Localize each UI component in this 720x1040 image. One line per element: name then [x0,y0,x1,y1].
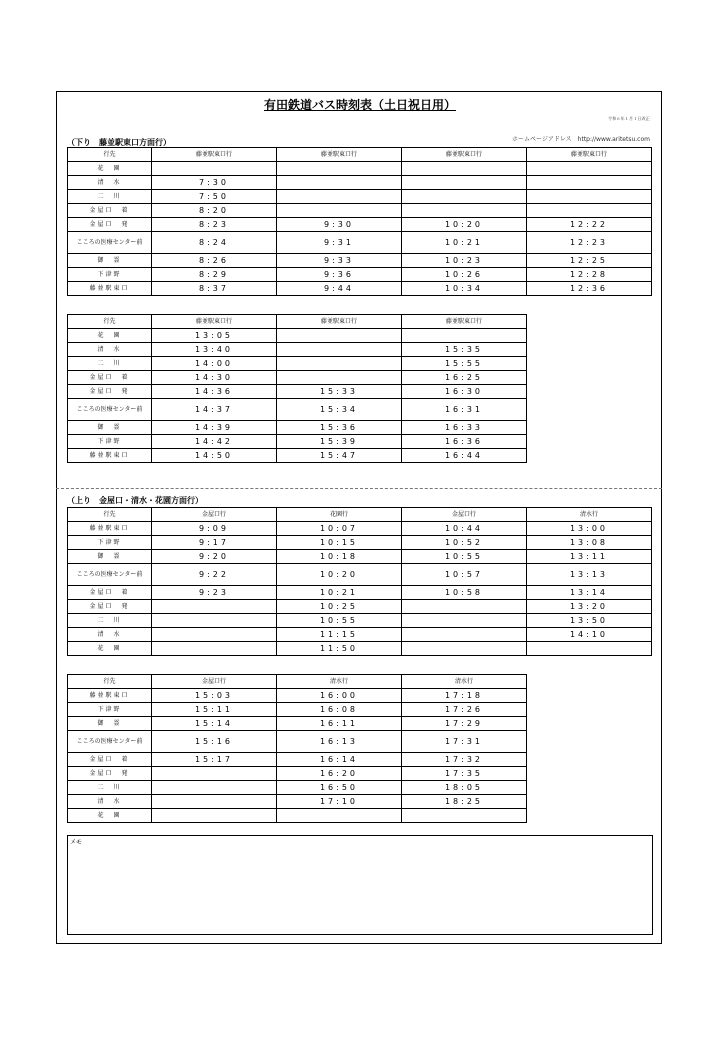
stop-name: 花 園 [68,329,152,343]
time-cell [527,176,652,190]
time-cell: 10:58 [402,586,527,600]
table-row [68,781,527,795]
stop-name: 二 川 [68,190,152,204]
time-cell: 9:22 [152,564,277,586]
stop-name: 金屋口 発 [68,600,152,614]
table-row [68,190,652,204]
time-cell: 10:07 [277,522,402,536]
time-cell: 14:30 [152,371,277,385]
timetable-down-2 [67,314,527,463]
header-cell: 金屋口行 [152,508,277,522]
homepage-address [512,134,650,143]
time-cell [402,176,527,190]
time-cell: 14:39 [152,421,277,435]
stop-name: 花 園 [68,162,152,176]
time-cell [402,162,527,176]
time-cell: 10:20 [402,218,527,232]
time-cell: 14:37 [152,399,277,421]
time-cell [402,614,527,628]
time-cell [277,343,402,357]
time-cell: 12:22 [527,218,652,232]
header-cell: 藤並駅東口行 [402,148,527,162]
time-cell [527,162,652,176]
table-row [68,703,527,717]
table-row [68,357,527,371]
time-cell: 13:13 [527,564,652,586]
time-cell: 10:55 [277,614,402,628]
section-label-up: （上り 金屋口・清水・花園方面行） [67,496,203,505]
time-cell: 16:00 [277,689,402,703]
stop-name: 金屋口 着 [68,586,152,600]
time-cell: 15:17 [152,753,277,767]
time-cell: 9:44 [277,282,402,296]
header-destination: 行先 [68,508,152,522]
time-cell: 9:17 [152,536,277,550]
time-cell: 16:31 [402,399,527,421]
time-cell [402,190,527,204]
header-cell: 清水行 [402,675,527,689]
time-cell: 10:44 [402,522,527,536]
time-cell [152,628,277,642]
header-cell: 藤並駅東口行 [277,315,402,329]
table-row [68,600,652,614]
time-cell [277,190,402,204]
header-destination: 行先 [68,675,152,689]
table-row [68,268,652,282]
time-cell: 14:10 [527,628,652,642]
time-cell: 11:15 [277,628,402,642]
time-cell [402,642,527,656]
time-cell [527,190,652,204]
time-cell: 16:08 [277,703,402,717]
time-cell [527,642,652,656]
time-cell [152,642,277,656]
table-row [68,329,527,343]
table-row [68,795,527,809]
stop-name: 藤並駅東口 [68,282,152,296]
time-cell: 16:11 [277,717,402,731]
header-cell: 藤並駅東口行 [402,315,527,329]
header-cell: 清水行 [527,508,652,522]
time-cell: 17:31 [402,731,527,753]
header-cell: 藤並駅東口行 [152,315,277,329]
time-cell: 17:29 [402,717,527,731]
time-cell: 10:21 [402,232,527,254]
time-cell: 8:29 [152,268,277,282]
table-row [68,385,527,399]
time-cell [277,162,402,176]
header-row [68,315,527,329]
time-cell: 10:25 [277,600,402,614]
time-cell: 16:33 [402,421,527,435]
table-row [68,282,652,296]
stop-name: 御 霊 [68,550,152,564]
table-row [68,204,652,218]
revision-date: 令和６年１月１日改正 [608,116,650,121]
stop-name: こころの医療センター前 [68,731,152,753]
time-cell: 9:36 [277,268,402,282]
stop-name: 金屋口 着 [68,204,152,218]
table-row [68,435,527,449]
table-row [68,449,527,463]
header-row [68,675,527,689]
stop-name: 金屋口 着 [68,371,152,385]
time-cell: 16:20 [277,767,402,781]
time-cell [277,176,402,190]
section-label-down: （下り 藤並駅東口方面行） [67,138,171,147]
time-cell: 8:23 [152,218,277,232]
time-cell: 16:13 [277,731,402,753]
stop-name: 金屋口 発 [68,385,152,399]
time-cell [277,204,402,218]
stop-name: 清 水 [68,343,152,357]
table-row [68,731,527,753]
time-cell [152,781,277,795]
time-cell: 17:10 [277,795,402,809]
timetable-down-1 [67,147,652,296]
time-cell: 16:36 [402,435,527,449]
time-cell: 13:40 [152,343,277,357]
stop-name: 清 水 [68,628,152,642]
table-row [68,717,527,731]
time-cell: 12:23 [527,232,652,254]
table-row [68,399,527,421]
time-cell: 13:00 [527,522,652,536]
stop-name: 金屋口 着 [68,753,152,767]
time-cell: 13:08 [527,536,652,550]
timetable-up-1 [67,507,652,656]
time-cell [277,809,402,823]
time-cell [402,329,527,343]
memo-label: メモ [70,839,83,846]
time-cell: 12:36 [527,282,652,296]
homepage-link[interactable]: http://www.aritetsu.com [577,136,650,143]
timetable-up-2 [67,674,527,823]
time-cell: 10:20 [277,564,402,586]
stop-name: 御 霊 [68,254,152,268]
table-row [68,689,527,703]
header-cell: 花園行 [277,508,402,522]
time-cell: 13:14 [527,586,652,600]
time-cell: 10:34 [402,282,527,296]
time-cell: 7:50 [152,190,277,204]
time-cell [527,204,652,218]
time-cell: 15:36 [277,421,402,435]
time-cell: 9:33 [277,254,402,268]
page-title: 有田鉄道バス時刻表（土日祝日用） [263,98,456,112]
stop-name: 花 園 [68,809,152,823]
time-cell: 13:20 [527,600,652,614]
table-row [68,536,652,550]
stop-name: 藤並駅東口 [68,449,152,463]
stop-name: 清 水 [68,795,152,809]
stop-name: 藤並駅東口 [68,522,152,536]
time-cell: 16:50 [277,781,402,795]
time-cell: 15:33 [277,385,402,399]
stop-name: 二 川 [68,781,152,795]
time-cell: 9:20 [152,550,277,564]
stop-name: 金屋口 発 [68,767,152,781]
time-cell: 17:18 [402,689,527,703]
stop-name: こころの医療センター前 [68,564,152,586]
table-row [68,628,652,642]
stop-name: 下津野 [68,703,152,717]
time-cell: 17:35 [402,767,527,781]
time-cell: 11:50 [277,642,402,656]
time-cell: 17:26 [402,703,527,717]
table-row [68,522,652,536]
time-cell: 14:42 [152,435,277,449]
table-row [68,614,652,628]
time-cell [277,357,402,371]
time-cell: 15:16 [152,731,277,753]
time-cell [402,628,527,642]
table-row [68,162,652,176]
table-row [68,254,652,268]
time-cell [402,809,527,823]
time-cell: 12:25 [527,254,652,268]
stop-name: こころの医療センター前 [68,399,152,421]
time-cell: 10:15 [277,536,402,550]
time-cell: 8:37 [152,282,277,296]
stop-name: 下津野 [68,536,152,550]
stop-name: 下津野 [68,435,152,449]
stop-name: 清 水 [68,176,152,190]
time-cell [152,614,277,628]
time-cell: 10:55 [402,550,527,564]
time-cell: 10:26 [402,268,527,282]
time-cell: 13:05 [152,329,277,343]
header-cell: 藤並駅東口行 [277,148,402,162]
time-cell: 14:50 [152,449,277,463]
header-cell: 金屋口行 [402,508,527,522]
time-cell [152,767,277,781]
time-cell [152,795,277,809]
table-row [68,809,527,823]
time-cell [277,329,402,343]
table-row [68,421,527,435]
time-cell: 14:00 [152,357,277,371]
time-cell [402,600,527,614]
time-cell: 10:18 [277,550,402,564]
table-row [68,371,527,385]
table-row [68,753,527,767]
header-cell: 藤並駅東口行 [152,148,277,162]
time-cell: 17:32 [402,753,527,767]
time-cell: 12:28 [527,268,652,282]
time-cell [277,371,402,385]
time-cell: 15:14 [152,717,277,731]
homepage-label: ホームページアドレス [511,136,572,143]
time-cell: 18:25 [402,795,527,809]
table-row [68,564,652,586]
table-row [68,586,652,600]
time-cell: 15:35 [402,343,527,357]
stop-name: こころの医療センター前 [68,232,152,254]
time-cell [152,162,277,176]
time-cell [402,204,527,218]
time-cell: 10:57 [402,564,527,586]
stop-name: 下津野 [68,268,152,282]
header-row [68,148,652,162]
time-cell [152,809,277,823]
time-cell: 10:21 [277,586,402,600]
time-cell: 13:11 [527,550,652,564]
header-cell: 金屋口行 [152,675,277,689]
section-divider [56,488,662,489]
header-destination: 行先 [68,148,152,162]
stop-name: 金屋口 発 [68,218,152,232]
stop-name: 藤並駅東口 [68,689,152,703]
header-row [68,508,652,522]
table-row [68,550,652,564]
table-row [68,642,652,656]
time-cell: 15:03 [152,689,277,703]
time-cell [152,600,277,614]
memo-box [67,835,653,935]
time-cell: 10:52 [402,536,527,550]
time-cell: 16:44 [402,449,527,463]
stop-name: 御 霊 [68,717,152,731]
time-cell: 15:39 [277,435,402,449]
stop-name: 二 川 [68,357,152,371]
time-cell: 15:47 [277,449,402,463]
header-destination: 行先 [68,315,152,329]
header-cell: 清水行 [277,675,402,689]
stop-name: 花 園 [68,642,152,656]
table-row [68,176,652,190]
time-cell: 15:34 [277,399,402,421]
time-cell: 16:30 [402,385,527,399]
table-row [68,343,527,357]
table-row [68,232,652,254]
time-cell: 18:05 [402,781,527,795]
time-cell: 8:20 [152,204,277,218]
table-row [68,218,652,232]
time-cell: 14:36 [152,385,277,399]
time-cell: 9:30 [277,218,402,232]
time-cell: 9:09 [152,522,277,536]
time-cell: 9:23 [152,586,277,600]
header-cell: 藤並駅東口行 [527,148,652,162]
time-cell: 9:31 [277,232,402,254]
time-cell: 10:23 [402,254,527,268]
time-cell: 16:25 [402,371,527,385]
time-cell: 13:50 [527,614,652,628]
time-cell: 15:11 [152,703,277,717]
time-cell: 8:24 [152,232,277,254]
stop-name: 御 霊 [68,421,152,435]
time-cell: 8:26 [152,254,277,268]
table-row [68,767,527,781]
time-cell: 15:55 [402,357,527,371]
time-cell: 7:30 [152,176,277,190]
stop-name: 二 川 [68,614,152,628]
time-cell: 16:14 [277,753,402,767]
